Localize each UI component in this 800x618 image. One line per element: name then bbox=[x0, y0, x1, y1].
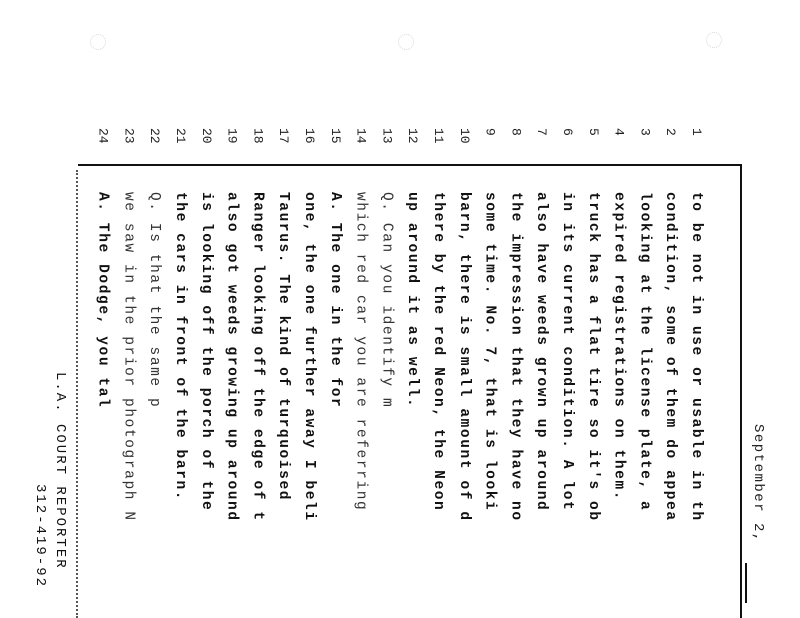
court-reporter-phone: 312-419-92 bbox=[32, 484, 48, 589]
line-number: 9 bbox=[482, 128, 498, 136]
line-number: 11 bbox=[431, 128, 446, 144]
transcript-line: condition, some of them do appea bbox=[662, 192, 679, 522]
page-date-header: September 2, bbox=[750, 424, 766, 543]
transcript-line: Q. Can you identify m bbox=[378, 192, 395, 409]
line-number: 23 bbox=[121, 128, 137, 144]
line-number: 6 bbox=[560, 128, 575, 136]
transcript-line: in its current condition. A lot bbox=[559, 192, 575, 512]
transcript-line: we saw in the prior photograph N bbox=[120, 192, 137, 522]
scan-artifact bbox=[398, 34, 414, 50]
line-number: 1 bbox=[689, 128, 704, 136]
transcript-line: one, the one further away I beli bbox=[301, 192, 317, 522]
line-number: 14 bbox=[353, 128, 369, 144]
transcript-line: truck has a flat tire so it's ob bbox=[584, 192, 601, 522]
line-number: 12 bbox=[405, 128, 421, 144]
transcript-line: up around it as well. bbox=[404, 192, 421, 409]
line-number: 24 bbox=[95, 128, 111, 144]
line-number: 3 bbox=[637, 128, 653, 136]
line-number: 10 bbox=[456, 128, 472, 144]
line-number: 20 bbox=[198, 128, 214, 144]
transcript-line: also have weeds grown up around bbox=[533, 192, 550, 512]
line-number: 7 bbox=[534, 128, 550, 136]
date-underline bbox=[745, 563, 747, 603]
transcript-line: the cars in front of the barn. bbox=[172, 192, 188, 502]
line-number: 17 bbox=[276, 128, 292, 144]
line-number: 13 bbox=[379, 128, 395, 144]
transcript-line: looking at the license plate, a bbox=[636, 192, 653, 512]
line-number: 19 bbox=[224, 128, 240, 144]
transcript-line: is looking off the porch of the bbox=[197, 192, 214, 512]
transcript-line: Taurus. The kind of turquoised bbox=[275, 192, 292, 502]
line-number: 16 bbox=[302, 128, 317, 144]
transcript-line: expired registrations on them. bbox=[610, 192, 627, 502]
court-reporter-name: L.A. COURT REPORTER bbox=[52, 372, 68, 570]
transcript-line: to be not in use or usable in th bbox=[688, 192, 704, 522]
line-number: 15 bbox=[327, 128, 343, 144]
scan-artifact bbox=[90, 34, 106, 50]
transcript-line: barn, there is small amount of d bbox=[455, 192, 472, 522]
transcript-line: Q. Is that the same p bbox=[146, 192, 163, 409]
page-border-left bbox=[76, 170, 78, 618]
line-number: 4 bbox=[611, 128, 627, 136]
line-number: 5 bbox=[585, 128, 601, 136]
scan-artifact bbox=[706, 32, 722, 48]
page-border-right bbox=[740, 164, 742, 618]
transcript-line: also got weeds growing up around bbox=[223, 192, 240, 522]
transcript-line: the impression that they have no bbox=[507, 192, 524, 522]
transcript-line: A. The Dodge, you tal bbox=[94, 192, 111, 409]
line-number: 8 bbox=[508, 128, 524, 136]
page-border-top bbox=[78, 164, 742, 166]
line-number: 22 bbox=[147, 128, 163, 144]
transcript-line: A. The one in the for bbox=[326, 192, 343, 409]
transcript-line: there by the red Neon, the Neon bbox=[430, 192, 446, 512]
line-number: 2 bbox=[663, 128, 679, 136]
line-number: 21 bbox=[173, 128, 188, 144]
line-number: 18 bbox=[250, 128, 266, 144]
transcript-line: some time. No. 7, that is looki bbox=[481, 192, 498, 512]
transcript-line: which red car you are referring bbox=[352, 192, 369, 512]
transcript-line: Ranger looking off the edge of t bbox=[249, 192, 266, 522]
